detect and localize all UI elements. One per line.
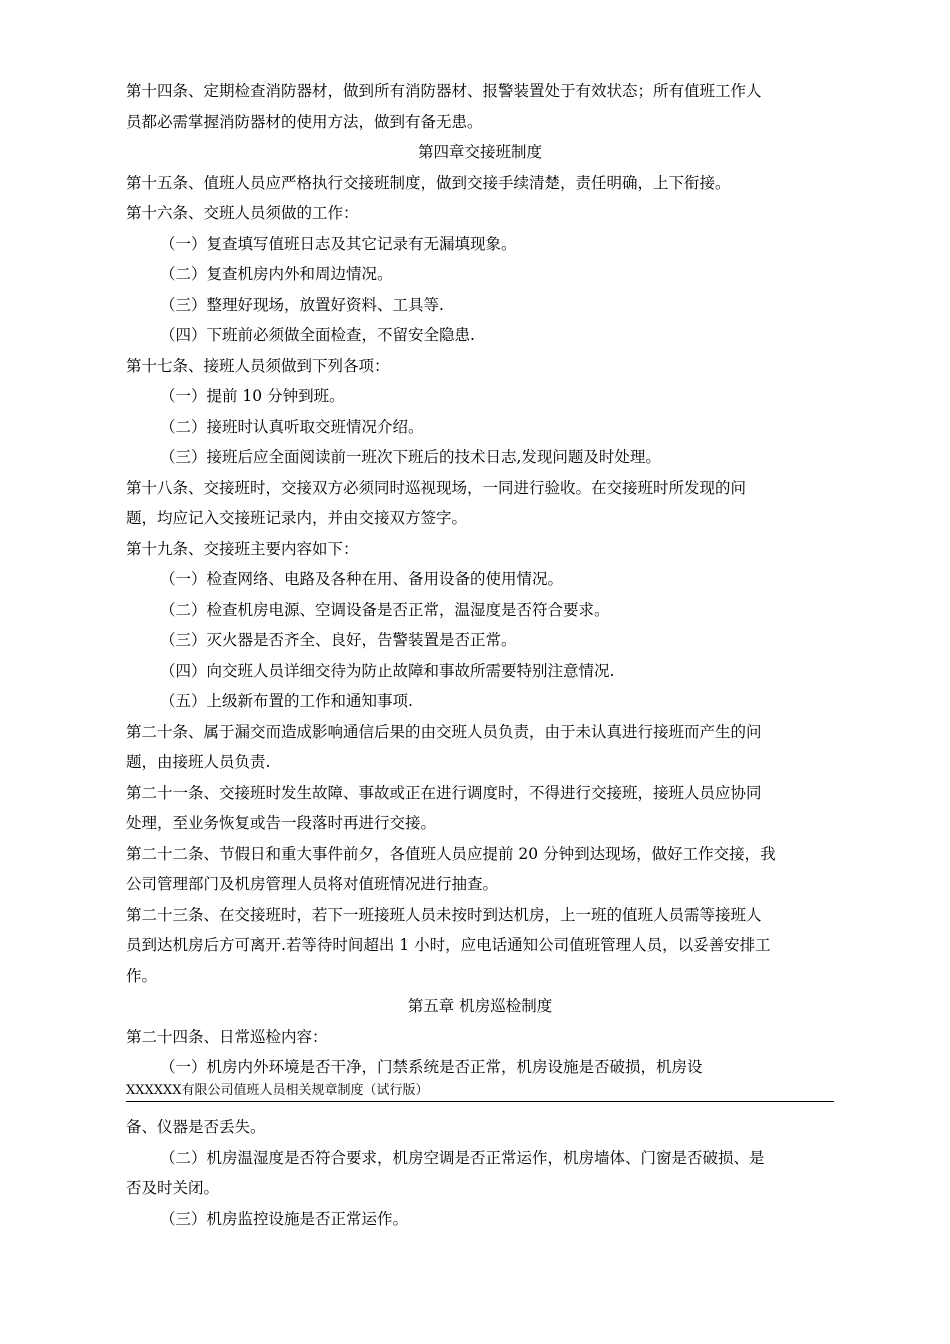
list-item: （二）检查机房电源、空调设备是否正常，温湿度是否符合要求。	[160, 600, 610, 619]
paragraph-line: 否及时关闭。	[126, 1179, 220, 1197]
list-item: （三）整理好现场，放置好资料、工具等.	[160, 295, 444, 314]
paragraph-line: 第二十一条、交接班时发生故障、事故或正在进行调度时，不得进行交接班，接班人员应协同	[126, 783, 762, 802]
document-body	[126, 76, 834, 1083]
list-item: （二）接班时认真听取交班情况介绍。	[160, 417, 424, 436]
paragraph-line: 第二十条、属于漏交而造成影响通信后果的由交班人员负责，由于未认真进行接班而产生的问	[126, 722, 762, 741]
page-footer: XXXXXX有限公司值班人员相关规章制度（试行版）	[126, 1082, 834, 1102]
paragraph-line: 备、仪器是否丢失。	[126, 1118, 266, 1136]
list-item: （四）向交班人员详细交待为防止故障和事故所需要特别注意情况.	[160, 661, 615, 680]
list-item: （四）下班前必须做全面检查，不留安全隐患.	[160, 326, 475, 344]
list-item: （一）检查网络、电路及各种在用、备用设备的使用情况。	[160, 570, 564, 588]
paragraph-line: 题，均应记入交接班记录内，并由交接双方签字。	[126, 509, 468, 527]
paragraph-line: 第十六条、交班人员须做的工作：	[126, 204, 359, 222]
list-item: （一）机房内外环境是否干净，门禁系统是否正常，机房设施是否破损，机房设	[160, 1058, 703, 1076]
paragraph-line: 员都必需掌握消防器材的使用方法，做到有备无患。	[126, 112, 483, 131]
paragraph-line: 第二十四条、日常巡检内容：	[126, 1027, 328, 1046]
paragraph-line: 题，由接班人员负责.	[126, 753, 271, 771]
paragraph-line: 处理，至业务恢复或告一段落时再进行交接。	[126, 814, 437, 832]
paragraph-line: 作。	[126, 966, 158, 985]
paragraph-line: 第二十二条、节假日和重大事件前夕，各值班人员应提前 20 分钟到达现场，做好工作交接，我	[126, 844, 776, 863]
chapter-title: 第四章交接班制度	[417, 143, 542, 161]
document-body-continued	[126, 1112, 834, 1234]
list-item: （一）复查填写值班日志及其它记录有无漏填现象。	[160, 234, 517, 253]
list-item: （三）灭火器是否齐全、良好，告警装置是否正常。	[160, 631, 517, 649]
chapter-title: 第五章 机房巡检制度	[407, 997, 553, 1015]
paragraph-line: 第十四条、定期检查消防器材，做到所有消防器材、报警装置处于有效状态；所有值班工作人	[126, 82, 762, 100]
paragraph-line: 第十五条、值班人员应严格执行交接班制度，做到交接手续清楚，责任明确，上下衔接。	[126, 173, 731, 192]
paragraph-line: 第十九条、交接班主要内容如下：	[126, 539, 359, 558]
list-item: （五）上级新布置的工作和通知事项.	[160, 692, 413, 710]
paragraph-line: 第十八条、交接班时，交接双方必须同时巡视现场，一同进行验收。在交接班时所发现的问	[126, 478, 747, 497]
paragraph-line: 公司管理部门及机房管理人员将对值班情况进行抽查。	[126, 875, 499, 893]
paragraph-line: 第十七条、接班人员须做到下列各项：	[126, 356, 390, 375]
paragraph-line: 第二十三条、在交接班时，若下一班接班人员未按时到达机房，上一班的值班人员需等接班人	[126, 905, 762, 924]
list-item: （三）接班后应全面阅读前一班次下班后的技术日志,发现问题及时处理。	[160, 448, 661, 466]
list-item: （二）复查机房内外和周边情况。	[160, 265, 393, 283]
list-item: （三）机房监控设施是否正常运作。	[160, 1209, 409, 1228]
list-item: （一）提前 10 分钟到班。	[160, 387, 345, 405]
list-item: （二）机房温湿度是否符合要求，机房空调是否正常运作，机房墙体、门窗是否破损、是	[160, 1148, 765, 1167]
paragraph-line: 员到达机房后方可离开.若等待时间超出 1 小时，应电话通知公司值班管理人员，以妥善安排工	[126, 936, 771, 954]
